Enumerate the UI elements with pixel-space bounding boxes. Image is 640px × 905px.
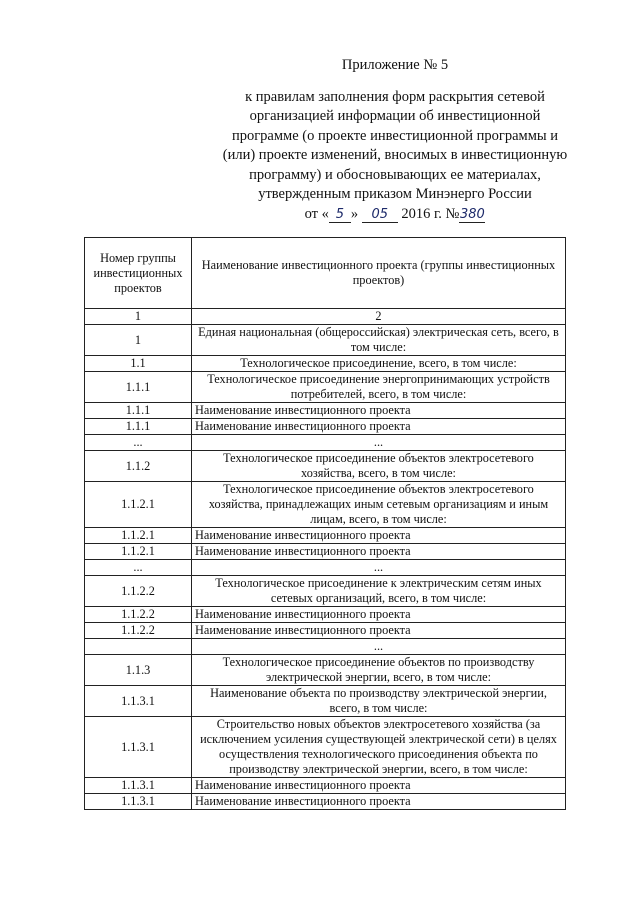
table-row xyxy=(85,528,566,544)
table-row xyxy=(85,655,566,686)
table-row xyxy=(85,607,566,623)
project-name-cell: Наименование инвестиционного проекта xyxy=(192,544,566,560)
table-row xyxy=(85,403,566,419)
project-name-cell: Наименование инвестиционного проекта xyxy=(192,794,566,810)
group-number-cell: 1.1.2.2 xyxy=(85,576,192,607)
col2-header: Наименование инвестиционного проекта (группы инвестиционных проектов) xyxy=(192,238,566,309)
header-line: к правилам заполнения форм раскрытия сетевой xyxy=(245,88,545,105)
table-row xyxy=(85,372,566,403)
col2-index: 2 xyxy=(192,309,566,325)
header-line: организацией информации об инвестиционной xyxy=(249,108,541,124)
col1-header: Номер группы инвестиционных проектов xyxy=(85,238,192,309)
table-row xyxy=(85,560,566,576)
table-row xyxy=(85,576,566,607)
order-number: 380 xyxy=(459,206,485,222)
group-number-cell: 1.1.2.2 xyxy=(85,623,192,639)
group-number-cell: 1.1.2.1 xyxy=(85,528,192,544)
project-name-cell: Технологическое присоединение объектов по производству электрической энергии, всего, в том числе: xyxy=(192,655,566,686)
header-line: (или) проекте изменений, вносимых в инвестиционную xyxy=(222,147,568,163)
project-name-cell: Наименование инвестиционного проекта xyxy=(192,623,566,639)
group-number-cell: ... xyxy=(85,435,192,451)
project-name-cell: Наименование инвестиционного проекта xyxy=(192,403,566,419)
table-row xyxy=(85,544,566,560)
group-number-cell: 1.1.2.2 xyxy=(85,607,192,623)
table-row xyxy=(85,435,566,451)
table-row xyxy=(85,451,566,482)
header-line: программу) и обосновывающих ее материалах, xyxy=(249,166,541,183)
table-row xyxy=(85,482,566,528)
investment-projects-table xyxy=(84,237,566,810)
project-name-cell: Наименование инвестиционного проекта xyxy=(192,528,566,544)
project-name-cell: Технологическое присоединение к электрическим сетям иных сетевых организаций, всего, в том числе: xyxy=(192,576,566,607)
project-name-cell: Строительство новых объектов электросетевого хозяйства (за исключением усиления существующей электрической сети) в целях осуществления технологического присоединения объекта по производству электрической энергии, всего, в том числе: xyxy=(192,717,566,778)
table-row xyxy=(85,419,566,435)
table-row xyxy=(85,325,566,356)
table-row xyxy=(85,717,566,778)
group-number-cell: 1.1.1 xyxy=(85,419,192,435)
group-number-cell: 1.1.3.1 xyxy=(85,778,192,794)
group-number-cell: 1.1.2 xyxy=(85,451,192,482)
table-header-row xyxy=(85,238,566,309)
group-number-cell: 1.1.3.1 xyxy=(85,794,192,810)
group-number-cell: 1 xyxy=(85,325,192,356)
table-row xyxy=(85,778,566,794)
table-row xyxy=(85,356,566,372)
date-year: 2016 г. № xyxy=(401,205,460,222)
document-header xyxy=(200,56,590,224)
group-number-cell: 1.1.3 xyxy=(85,655,192,686)
header-line: утвержденным приказом Минэнерго России xyxy=(258,186,532,202)
group-number-cell: ... xyxy=(85,560,192,576)
group-number-cell: 1.1.1 xyxy=(85,403,192,419)
project-name-cell: ... xyxy=(192,560,566,576)
project-name-cell: Технологическое присоединение объектов электросетевого хозяйства, всего, в том числе: xyxy=(192,451,566,482)
table-row xyxy=(85,639,566,655)
project-name-cell: Технологическое присоединение объектов электросетевого хозяйства, принадлежащих иным сетевым организациям и иным лицам, всего, в том числе: xyxy=(192,482,566,528)
group-number-cell: 1.1.2.1 xyxy=(85,544,192,560)
group-number-cell: 1.1.3.1 xyxy=(85,686,192,717)
table-row xyxy=(85,794,566,810)
group-number-cell: 1.1.3.1 xyxy=(85,717,192,778)
col1-index: 1 xyxy=(85,309,192,325)
group-number-cell: 1.1.2.1 xyxy=(85,482,192,528)
project-name-cell: ... xyxy=(192,639,566,655)
group-number-cell: 1.1 xyxy=(85,356,192,372)
project-name-cell: Единая национальная (общероссийская) электрическая сеть, всего, в том числе: xyxy=(192,325,566,356)
column-index-row xyxy=(85,309,566,325)
appendix-title: Приложение № 5 xyxy=(341,57,449,73)
header-line: программе (о проекте инвестиционной программы и xyxy=(231,127,559,144)
date-prefix: от « xyxy=(304,205,329,222)
date-month: 05 xyxy=(362,208,398,223)
date-day: 5 xyxy=(329,208,351,223)
group-number-cell: 1.1.1 xyxy=(85,372,192,403)
group-number-cell xyxy=(85,639,192,655)
date-mid: » xyxy=(350,205,359,222)
table-row xyxy=(85,686,566,717)
project-name-cell: Наименование инвестиционного проекта xyxy=(192,607,566,623)
order-date-line xyxy=(200,205,590,225)
project-name-cell: Наименование объекта по производству электрической энергии, всего, в том числе: xyxy=(192,686,566,717)
project-name-cell: Наименование инвестиционного проекта xyxy=(192,419,566,435)
table-row xyxy=(85,623,566,639)
project-name-cell: Технологическое присоединение энергопринимающих устройств потребителей, всего, в том числе: xyxy=(192,372,566,403)
project-name-cell: Наименование инвестиционного проекта xyxy=(192,778,566,794)
project-name-cell: ... xyxy=(192,435,566,451)
project-name-cell: Технологическое присоединение, всего, в том числе: xyxy=(192,356,566,372)
